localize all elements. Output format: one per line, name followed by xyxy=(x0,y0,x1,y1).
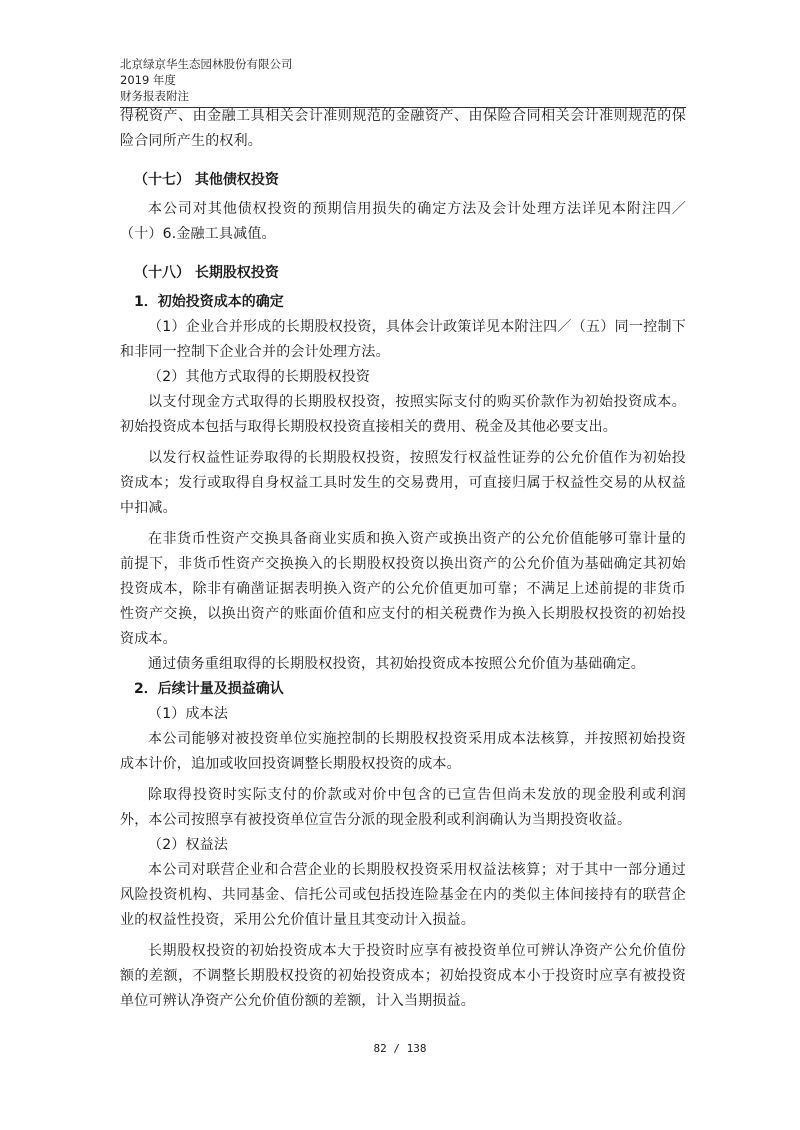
report-year: 2019 年度 xyxy=(120,73,176,87)
page-number: 82 / 138 xyxy=(373,1042,427,1055)
paragraph-equity-method-title: （2）权益法 xyxy=(148,837,229,853)
paragraph-equity-method-1: 本公司对联营企业和合营企业的长期股权投资采用权益法核算；对于其中一部分通过风险投资机构、共同基金、信托公司或包括投连险基金在内的类似主体间接持有的联营企业的权益性投资，采用公允价值计量且其变动计入损益。 xyxy=(120,862,686,928)
paragraph-other-debt-investment: 本公司对其他债权投资的预期信用损失的确定方法及会计处理方法详见本附注四／（十）6.金融工具减值。 xyxy=(120,201,686,242)
subheading-initial-cost: 1．初始投资成本的确定 xyxy=(134,294,284,310)
paragraph-cash-payment: 以支付现金方式取得的长期股权投资，按照实际支付的购买价款作为初始投资成本。初始投资成本包括与取得长期股权投资直接相关的费用、税金及其他必要支出。 xyxy=(120,394,686,435)
paragraph-nonmonetary-exchange: 在非货币性资产交换具备商业实质和换入资产或换出资产的公允价值能够可靠计量的前提下，非货币性资产交换换入的长期股权投资以换出资产的公允价值为基础确定其初始投资成本，除非有确凿证据表明换入资产的公允价值更加可靠；不满足上述前提的非货币性资产交换，以换出资产的账面价值和应支付的相关税费作为换入长期股权投资的初始投资成本。 xyxy=(120,531,686,647)
paragraph-business-combination: （1）企业合并形成的长期股权投资，具体会计政策详见本附注四／（五）同一控制下和非同一控制下企业合并的会计处理方法。 xyxy=(120,319,686,360)
page-header xyxy=(120,56,685,104)
paragraph-equity-securities: 以发行权益性证券取得的长期股权投资，按照发行权益性证券的公允价值作为初始投资成本；发行或取得自身权益工具时发生的交易费用，可直接归属于权益性交易的从权益中扣减。 xyxy=(120,450,686,516)
section-heading-17: （十七） 其他债权投资 xyxy=(134,172,279,188)
subheading-subsequent-measurement: 2．后续计量及损益确认 xyxy=(134,681,284,697)
paragraph-continued: 得税资产、由金融工具相关会计准则规范的金融资产、由保险合同相关会计准则规范的保险合同所产生的权利。 xyxy=(120,108,686,149)
paragraph-cost-method-1: 本公司能够对被投资单位实施控制的长期股权投资采用成本法核算，并按照初始投资成本计价，追加或收回投资调整长期股权投资的成本。 xyxy=(120,731,686,772)
paragraph-equity-method-2: 长期股权投资的初始投资成本大于投资时应享有被投资单位可辨认净资产公允价值份额的差额，不调整长期股权投资的初始投资成本；初始投资成本小于投资时应享有被投资单位可辨认净资产公允价值份额的差额，计入当期损益。 xyxy=(120,943,686,1009)
document-type: 财务报表附注 xyxy=(120,89,189,103)
company-name: 北京绿京华生态园林股份有限公司 xyxy=(120,57,293,71)
section-heading-18: （十八） 长期股权投资 xyxy=(134,265,279,281)
paragraph-debt-restructuring: 通过债务重组取得的长期股权投资，其初始投资成本按照公允价值为基础确定。 xyxy=(148,656,645,672)
page-body xyxy=(120,104,686,1014)
paragraph-cost-method-title: （1）成本法 xyxy=(148,706,229,722)
paragraph-other-methods: （2）其他方式取得的长期股权投资 xyxy=(148,369,371,385)
paragraph-cost-method-2: 除取得投资时实际支付的价款或对价中包含的已宣告但尚未发放的现金股利或利润外，本公司按照享有被投资单位宣告分派的现金股利或利润确认为当期投资收益。 xyxy=(120,787,686,828)
